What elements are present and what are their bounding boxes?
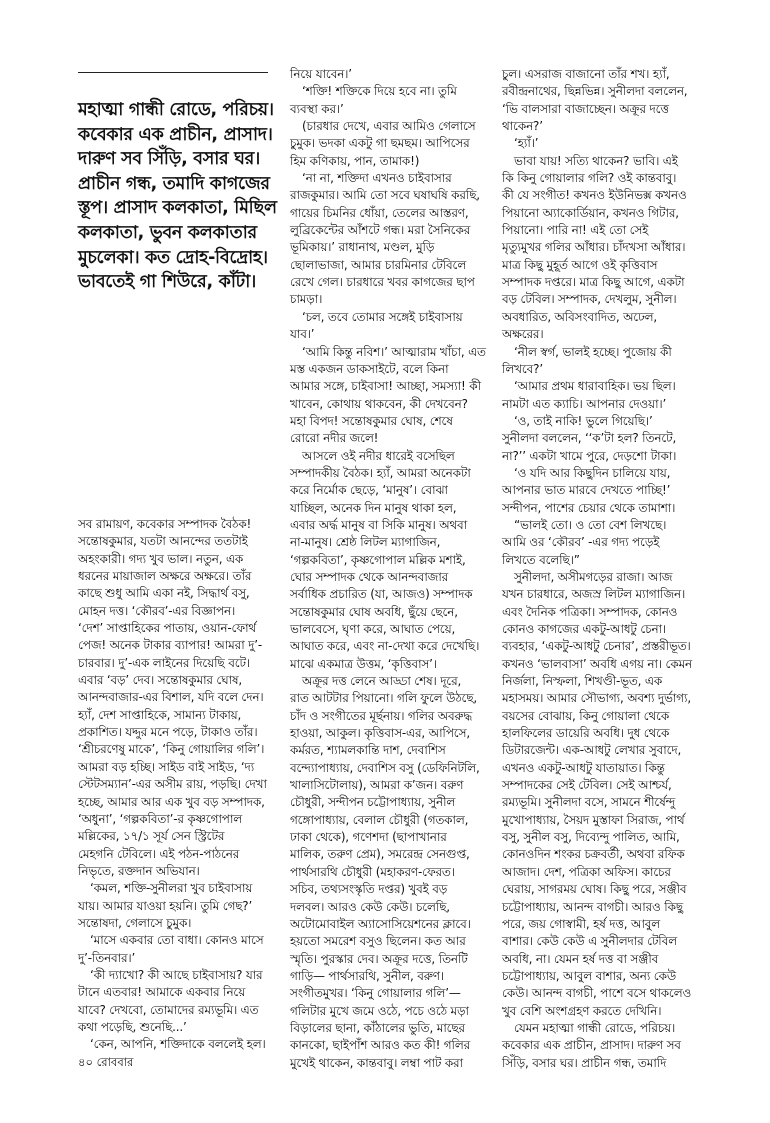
text-line: কোনওদিন শংকর চক্রবর্তী, অথবা রফিক xyxy=(502,847,685,862)
text-line: কর্মরত, শ্যামলকান্তি দাশ, দেবাশিস xyxy=(290,743,446,758)
pull-quote-line: দারুণ সব সিঁড়ি, বসার ঘর। xyxy=(78,149,260,170)
text-line: ভাবা যায়! সত্যি থাকেন? ভাবি। এই xyxy=(514,153,678,168)
text-line: সম্পাদক দপ্তরে। মাত্র কিছু আগে, একটা xyxy=(502,275,685,290)
text-line: ব্যবস্থা কর।’ xyxy=(290,101,344,116)
text-line: মৃত্যুমুখর গলির আঁধার। চাঁদখসা আঁধার। xyxy=(502,240,686,255)
pull-quote-line: স্তূপ। প্রাসাদ কলকাতা, মিছিল xyxy=(78,198,277,219)
text-line: কি কিনু গোয়ালার গলি? ওই কান্তবাবু। xyxy=(502,171,677,186)
text-line: ঢাকা থেকে), গণেশদা (ছাপাখানার xyxy=(290,830,447,845)
text-line: চৌধুরী, সন্দীপন চট্টোপাধ্যায়, সুনীল xyxy=(290,795,456,810)
text-line: ‘ও, তাই নাকি! ভুলে গিয়েছি।’ xyxy=(514,413,653,428)
text-line: সিঁড়ি, বসার ঘর। প্রাচীন গন্ধ, তমাদি xyxy=(502,1055,667,1070)
text-line: না-মানুষ। শ্রেষ্ঠ লিটল ম্যাগাজিন, xyxy=(290,535,441,550)
text-line: করে নির্মোক ছেড়ে, ‘মানুষ’। বোঝা xyxy=(290,483,448,498)
text-line: সন্দীপন, পাশের চেয়ার থেকে তামাশা। xyxy=(502,500,676,515)
text-line: মহাসময়। আমার সৌভাগ্য, অবশ্য দুর্ভাগ্য, xyxy=(502,691,691,706)
pull-quote-line: প্রাচীন গন্ধ, তমাদি কাগজের xyxy=(78,173,270,194)
text-line: কানকো, ছাইপাঁশ আরও কত কী! গলির xyxy=(290,1038,471,1053)
pull-quote-rule xyxy=(78,72,268,73)
text-line: আঘাত করে, এবং না-দেখা করে দেখেছি। xyxy=(290,639,480,654)
text-line: কবেকার এক প্রাচীন, প্রাসাদ। দারুণ সব xyxy=(502,1038,681,1053)
text-line: ‘ভি বালসারা বাজাচ্ছেন। অক্রূর দত্তে xyxy=(502,101,669,116)
text-line: রম্যভূমি। সুনীলদা বসে, সামনে শীর্ষেন্দু xyxy=(502,795,676,810)
text-line: যাচ্ছিল, অনেক দিন মানুষ থাকা হল, xyxy=(290,500,457,515)
text-line: স্টেটসম্যান’-এর অসীম রায়, পড়ছি। দেখা xyxy=(78,777,267,792)
text-line: ‘নীল স্বর্গ, ভালই হচ্ছে। পুজোয় কী xyxy=(514,344,672,359)
text-line: আসলে ওই নদীর ধারেই বসেছিল xyxy=(302,448,455,463)
text-line: রোরো নদীর জলে! xyxy=(290,431,379,446)
text-line: চুল। এসরাজ বাজানো তাঁর শখ। হ্যাঁ, xyxy=(502,67,670,81)
text-line: দু’-তিনবার।’ xyxy=(78,950,136,965)
text-line: ভূমিকায়।’ রাধানাথ, মণ্ডল, মুড়ি xyxy=(290,240,435,255)
text-line: সুনীলদা, অসীমগড়ের রাজা। আজ xyxy=(514,569,673,584)
text-line: মল্লিকের, ১৭/১ সূর্য সেন স্ট্রিটের xyxy=(78,829,225,844)
pull-quote-line: মুচলেকা। কত দ্রোহ-বিদ্রোহ। xyxy=(78,247,268,268)
text-line: লুব্রিকেন্টের আঁশটে গন্ধ। মরা সৈনিকের xyxy=(290,223,471,238)
text-line: সম্পাদকের সেই টেবিল। সেই আশ্চর্য, xyxy=(502,778,672,793)
text-line: মুখেই থাকেন, কান্তবাবু। লম্বা পাট করা xyxy=(290,1055,463,1070)
text-line: ‘গল্পকবিতা’, কৃষ্ণগোপাল মল্লিক মশাই, xyxy=(290,552,466,567)
article-column-1 xyxy=(78,516,270,1054)
text-line: আমি ওর ‘কৌরব’ -এর গদ্য পড়েই xyxy=(502,535,660,550)
text-line: অবধি, না। যেমন হর্ষ দত্ত বা সঞ্জীব xyxy=(502,951,659,966)
text-line: হিম কণিকায়, পান, তামাক!) xyxy=(290,153,420,168)
text-line: ‘মাসে একবার তো বাধা। কোনও মাসে xyxy=(90,933,264,948)
text-line: বড় টেবিল। সম্পাদক, দেখলুম, সুনীল। xyxy=(502,292,677,307)
text-line: হ্যাঁ, দেশ সাপ্তাহিকে, সামান্য টাকায়, xyxy=(78,707,242,722)
text-line: যায়। আমার যাওয়া হয়নি। তুমি গেছ?’ xyxy=(78,898,253,913)
text-line: ‘হ্যাঁ।’ xyxy=(514,136,539,151)
text-line: ছোলাভাজা, আমার চারমিনার টেবিলে xyxy=(290,257,467,272)
text-line: সন্তোষদা, গেলাসে চুমুক। xyxy=(78,915,192,930)
text-line: অহংকারী। গদ্য খুব ভাল। নতুন, এক xyxy=(78,551,244,566)
text-line: গলিটার মুখে জমে ওঠে, পচে ওঠে মড়া xyxy=(290,1003,469,1018)
text-line: কোনও কাগজের একটু-আধটু চেনা। xyxy=(502,622,667,636)
text-line: বাশার। কেউ কেউ এ সুনীলদার টেবিল xyxy=(502,934,677,949)
text-line: ‘আমার প্রথম ধারাবাহিক। ভয় ছিল। xyxy=(514,379,676,394)
text-line: মুখোপাধ্যায়, সৈয়দ মুস্তাফা সিরাজ, পার্থ xyxy=(502,812,685,827)
text-line: ‘অধুনা’, ‘গল্পকবিতা’-র কৃষ্ণগোপাল xyxy=(78,811,242,826)
text-line: হাওয়া, আকুল। কৃত্তিবাস-এর, আপিসে, xyxy=(290,726,470,741)
text-line: সংগীতমুখর। ‘কিনু গোয়ালার গলি’— xyxy=(290,986,461,1001)
text-line: ‘দেশ’ সাপ্তাহিকের পাতায়, ওয়ান-ফোর্থ xyxy=(78,621,257,636)
text-line: হচ্ছে, আমার আর এক খুব বড় সম্পাদক, xyxy=(78,794,265,809)
text-line: মেহগনি টেবিলে। এই পঠন-পাঠনের xyxy=(78,846,240,861)
text-line: কখনও ‘ভালবাসা’ অবধি এগয় না। কেমন xyxy=(502,656,693,671)
text-line: ‘চল, তবে তোমার সঙ্গেই চাইবাসায় xyxy=(302,309,463,324)
text-line: মাত্র কিছু মুহূর্ত আগে ওই কৃত্তিবাস xyxy=(502,257,658,272)
text-line: চাঁদ ও সংগীতের মূর্ছনায়। গলির অবরুদ্ধ xyxy=(290,708,473,723)
pull-quote-line: কলকাতা, ভুবন কলকাতার xyxy=(78,222,257,243)
pull-quote-line: কবেকার এক প্রাচীন, প্রাসাদ। xyxy=(78,124,273,145)
pull-quote-line: মহাত্মা গান্ধী রোডে, পরিচয়। xyxy=(78,100,274,120)
text-line: খাবেন, কোথায় থাকবেন, কী দেখবেন? xyxy=(290,396,468,411)
text-line: আনন্দবাজার-এর বিশাল, যদি বলে দেন। xyxy=(78,690,264,705)
text-line: হয়তো সমরেশ বসুও ছিলেন। কত আর xyxy=(290,934,466,949)
text-line: পেজ! অনেক টাকার ব্যাপার! আমরা দু’- xyxy=(78,638,262,653)
text-line: আমরা বড় হচ্ছি। সাইড বাই সাইড, ‘দ্য xyxy=(78,759,255,774)
text-line: ব্যবহার, ‘একটু-আধটু চেনার’, প্রস্তরীভূত। xyxy=(502,639,691,654)
text-line: সুনীলদা বললেন, ‘‘ক’টা হল? তিনটে, xyxy=(502,431,677,446)
text-line: ভালবেসে, ঘৃণা করে, আঘাত পেয়ে, xyxy=(290,622,456,636)
text-line: নির্জলা, নিস্ফলা, শিখণ্ডী-ভূত, এক xyxy=(502,674,663,689)
text-line: আজাদ। দেশ, পত্রিকা অফিস। কাচের xyxy=(502,864,671,879)
text-line: সম্পাদকীয় বৈঠক। হ্যাঁ, আমরা অনেকটা xyxy=(290,465,471,480)
text-line: যখন চারধারে, অজস্র লিটল ম্যাগাজিন। xyxy=(502,587,686,602)
text-line: চট্টোপাধ্যায়, আনন্দ বাগচী। আরও কিছু xyxy=(502,899,683,914)
text-line: দলবল। আরও কেউ কেউ। চলেছি, xyxy=(290,899,450,914)
text-line: ‘শ্রীচরণেষু মাকে’, ‘কিনু গোয়ালির গলি’। xyxy=(78,742,265,757)
text-line: অক্ষরের। xyxy=(502,327,544,342)
text-line: সর্বাধিক প্রচারিত (যা, আজও) সম্পাদক xyxy=(290,587,473,602)
text-line: পিয়ানো অ্যাকোর্ডিয়ান, কখনও গিটার, xyxy=(502,205,679,220)
text-line: রেখে গেল। চারধারে খবর কাগজের ছাপ xyxy=(290,275,475,290)
text-line: ডিটারজেন্ট। এক-আধটু লেখার সুবাদে, xyxy=(502,743,682,758)
text-line: পিয়ানো। পারি না! এই তো সেই xyxy=(502,223,649,238)
text-line: কথা পড়েছি, শুনেছি...’ xyxy=(78,1019,187,1034)
text-line: অবধারিত, অবিসংবাদিত, অঢেল, xyxy=(502,309,658,324)
text-line: খালাসিটোলায়), আমরা ক’জন। বরুণ xyxy=(290,778,464,793)
text-line: মস্ত একজন ডাকসাইটে, বলে কিনা xyxy=(290,361,449,376)
text-line: পার্থসারথি চৌধুরী (মহাকরণ-ফেরত। xyxy=(290,864,455,879)
text-line: স্মৃতি। পুরস্কার দেব। অক্রূর দত্তে, তিনটি xyxy=(290,951,468,966)
text-line: মাঝে একমাত্র উত্তম, ‘কৃত্তিবাস’। xyxy=(290,656,437,671)
text-line: চুমুক। ভদকা একটু গা ছমছম। আপিসের xyxy=(290,136,470,151)
text-line: সন্তোষকুমার, যতটা আনন্দের ততটাই xyxy=(78,534,248,549)
text-line: ঘেরায়, সাগরময় ঘোষ। কিছু পরে, সঞ্জীব xyxy=(502,882,687,897)
text-line: ‘কমল, শক্তি-সুনীলরা খুব চাইবাসায় xyxy=(90,881,253,896)
text-line: রবীন্দ্রনাথের, ছিন্নভিন্ন। সুনীলদা বললেন, xyxy=(502,84,688,99)
text-line: আমার সঙ্গে, চাইবাসা! আচ্ছা, সমস্যা! কী xyxy=(290,379,481,394)
text-line: মোহন দত্ত। ‘কৌরব’-এর বিজ্ঞাপন। xyxy=(78,603,236,618)
text-line: বসু, সুনীল বসু, দিব্যেন্দু পালিত, আমি, xyxy=(502,830,680,845)
text-line: চারবার। দু’-এক লাইনের দিয়েছি বটে। xyxy=(78,655,250,670)
text-line: ‘শক্তি! শক্তিকে দিয়ে হবে না। তুমি xyxy=(302,84,457,99)
text-line: আপনার ভাত মারবে দেখতে পাচ্ছি!’ xyxy=(502,483,671,498)
text-line: সচিব, তথ্যসংস্কৃতি দপ্তর) খুবই বড় xyxy=(290,882,448,897)
text-line: মালিক, তরুণ প্রেম), সমরেন্দ্র সেনগুপ্ত, xyxy=(290,847,470,862)
text-line: থাকেন?’ xyxy=(502,119,543,134)
text-line: রাজকুমার। আমি তো সবে ঘষাঘষি করছি, xyxy=(290,188,480,203)
text-line: বয়সের বোঝায়, কিনু গোয়ালা থেকে xyxy=(502,708,670,723)
text-line: সব রামায়ণ, কবেকার সম্পাদক বৈঠক! xyxy=(78,517,252,531)
text-line: প্রকাশিত। যদ্দুর মনে পড়ে, টাকাও তাঁর। xyxy=(78,725,258,740)
text-line: কেউ। আনন্দ বাগচী, পাশে বসে থাকলেও xyxy=(502,986,692,1001)
article-column-3 xyxy=(502,66,702,1072)
text-line: ‘কী দ্যাখো? কী আছে চাইবাসায়? যার xyxy=(90,967,263,982)
text-line: হালফিলের ডায়েরি অবধি। দুধ থেকে xyxy=(502,726,670,741)
text-line: যাবে? দেখবো, তোমাদের রম্যভূমি। এত xyxy=(78,1002,259,1017)
text-line: কী যে সংগীত! কখনও ইউনিভক্স কখনও xyxy=(502,188,687,203)
text-line: গাড়ি— পার্থসারথি, সুনীল, বরুণ। xyxy=(290,968,444,983)
text-line: কাছে শুধু আমি একা নই, সিদ্ধার্থ বসু, xyxy=(78,586,250,601)
text-line: খুব বেশি অংশগ্রহণ করতে দেখিনি। xyxy=(502,1003,662,1018)
text-line: পরে, জয় গোস্বামী, হর্ষ দত্ত, আবুল xyxy=(502,916,661,931)
text-line: এবং দৈনিক পত্রিকা। সম্পাদক, কোনও xyxy=(502,604,678,619)
text-line: ধরনের মায়াজাল অক্ষরে অক্ষরে। তাঁর xyxy=(78,569,252,584)
text-line: বন্দ্যোপাধ্যায়, দেবাশিস বসু (ডেফিনিটলি, xyxy=(290,760,480,775)
pull-quote-line: ভাবতেই গা শিউরে, কাঁটা। xyxy=(78,272,256,293)
text-line: এখনও একটু-আধটু যাতায়াত। কিন্তু xyxy=(502,760,665,775)
page-folio: ৪০ রোববার xyxy=(78,1055,134,1069)
text-line: অক্রূর দত্ত লেনে আড্ডা শেষ। দূরে, xyxy=(302,674,462,689)
text-line: ‘না না, শক্তিদা এখনও চাইবাসার xyxy=(302,171,452,186)
text-line: এবার অর্দ্ধ মানুষ বা সিকি মানুষ। অথবা xyxy=(290,517,467,532)
text-line: সন্তোষকুমার ঘোষ অবধি, ছুঁয়ে ছেনে, xyxy=(290,604,458,619)
text-line: গায়ের চিমনির ধোঁয়া, তেলের আস্তরণ, xyxy=(290,205,469,220)
text-line: নিভৃতে, রক্তদান অভিযান। xyxy=(78,863,200,878)
text-line: নিয়ে যাবেন।’ xyxy=(290,67,352,81)
text-line: লিখবে?’ xyxy=(502,361,543,376)
text-line: রাত আটটার পিয়ানো। গলি ফুলে উঠছে, xyxy=(290,691,478,706)
text-line: অটোমোবাইল অ্যাসোসিয়েশনের ক্লাবে। xyxy=(290,916,471,931)
text-line: টানে এতবার! আমাকে একবার নিয়ে xyxy=(78,985,246,1000)
text-line: মহা বিপদ! সন্তোষকুমার ঘোষ, শেষে xyxy=(290,413,453,428)
text-line: “ভালই তো। ও তো বেশ লিখছে। xyxy=(514,517,667,532)
text-line: ‘কেন, আপনি, শক্তিদাকে বললেই হল। xyxy=(90,1037,266,1052)
text-line: ‘আমি কিন্তু নবিশ।’ আত্মারাম খাঁচা, এত xyxy=(302,344,486,359)
text-line: যেমন মহাত্মা গান্ধী রোডে, পরিচয়। xyxy=(514,1020,676,1035)
text-line: এবার ‘বড়’ দেব। সন্তোষকুমার ঘোষ, xyxy=(78,673,243,688)
text-line: নামটা এত ক্যাচি। আপনার দেওয়া।’ xyxy=(502,396,667,411)
text-line: না?’’ একটা খামে পুরে, দেড়শো টাকা। xyxy=(502,448,677,463)
text-line: লিখতে বলেছি।” xyxy=(502,552,580,567)
text-line: (চারধার দেখে, এবার আমিও গেলাসে xyxy=(302,119,476,134)
text-line: চট্টোপাধ্যায়, আবুল বাশার, অন্য কেউ xyxy=(502,968,677,983)
text-line: যাব।’ xyxy=(290,327,315,342)
text-line: বিড়ালের ছানা, কাঁঠালের ভুতি, মাছের xyxy=(290,1020,465,1035)
text-line: চামড়া। xyxy=(290,292,323,307)
text-line: ঘোর সম্পাদক থেকে আনন্দবাজার xyxy=(290,569,449,584)
article-column-2 xyxy=(290,66,490,1072)
text-line: গঙ্গোপাধ্যায়, বেলাল চৌধুরী (গতকাল, xyxy=(290,812,469,827)
text-line: ‘ও যদি আর কিছুদিন চালিয়ে যায়, xyxy=(514,465,671,480)
pull-quote xyxy=(78,98,278,295)
